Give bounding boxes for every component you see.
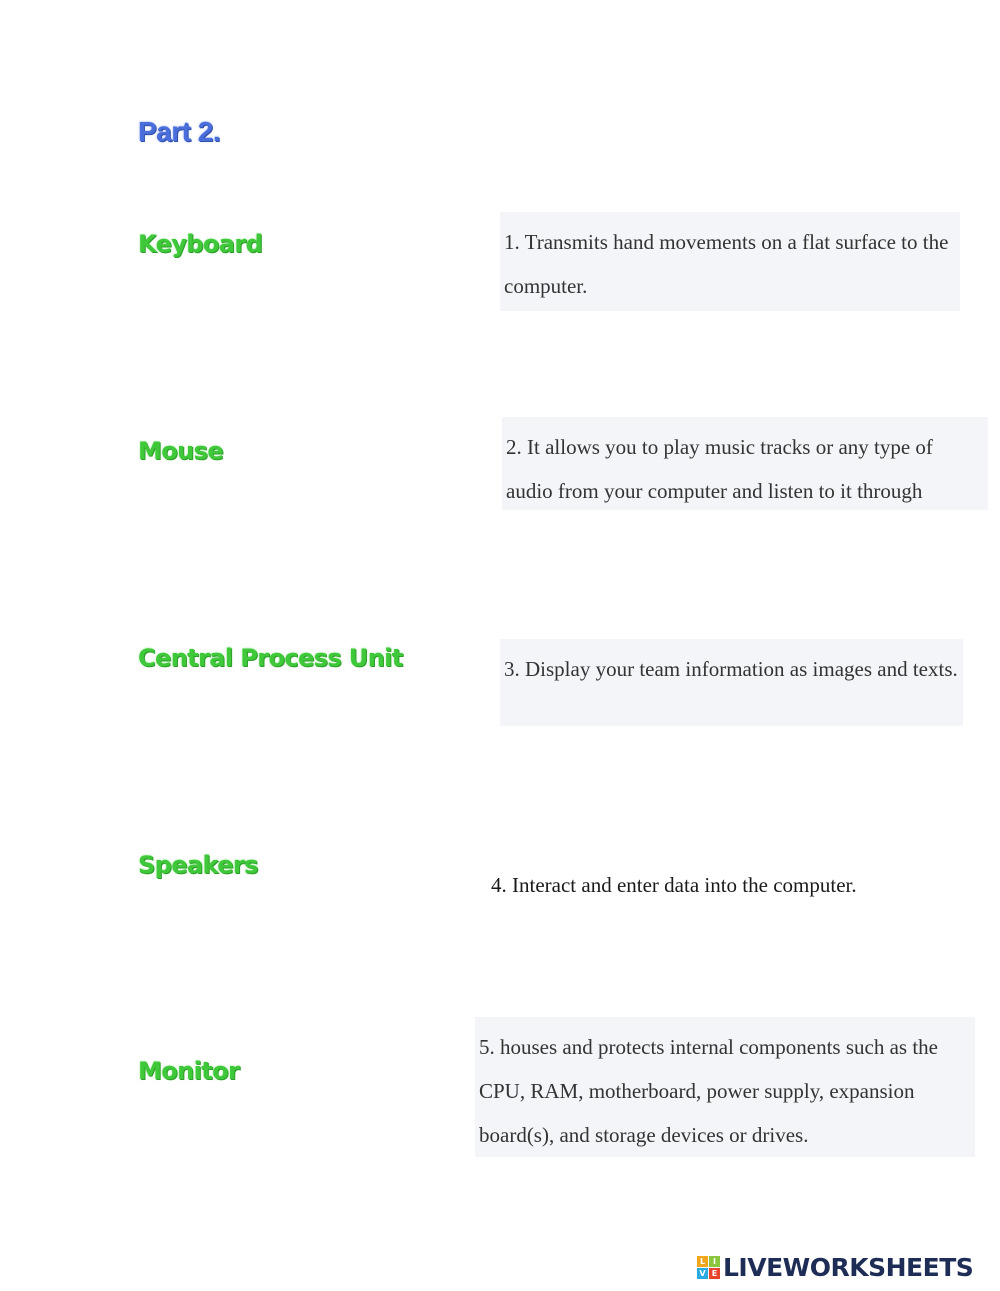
- logo-mark-letter: V: [697, 1268, 708, 1279]
- definition-3[interactable]: 3. Display your team information as images and texts.: [500, 639, 963, 726]
- definition-4[interactable]: 4. Interact and enter data into the computer.: [491, 873, 857, 897]
- term-speakers[interactable]: Speakers: [138, 851, 258, 879]
- liveworksheets-logo: [697, 1253, 973, 1282]
- logo-mark-letter: L: [697, 1256, 708, 1267]
- term-keyboard[interactable]: Keyboard: [138, 230, 263, 258]
- definition-1[interactable]: 1. Transmits hand movements on a flat surface to the computer.: [500, 212, 960, 311]
- term-monitor[interactable]: Monitor: [138, 1057, 240, 1085]
- liveworksheets-logo-mark: [697, 1256, 720, 1279]
- definition-2[interactable]: 2. It allows you to play music tracks or any type of audio from your computer and listen to it through: [502, 417, 988, 510]
- term-mouse[interactable]: Mouse: [138, 437, 224, 465]
- definition-5[interactable]: 5. houses and protects internal components such as the CPU, RAM, motherboard, power supply, expansion board(s), and storage devices or drives.: [475, 1017, 975, 1157]
- page-title: Part 2.: [138, 116, 221, 147]
- term-central-process-unit[interactable]: Central Process Unit: [138, 644, 403, 672]
- logo-mark-letter: I: [709, 1256, 720, 1267]
- logo-text: LIVEWORKSHEETS: [723, 1253, 974, 1282]
- logo-mark-letter: E: [709, 1268, 720, 1279]
